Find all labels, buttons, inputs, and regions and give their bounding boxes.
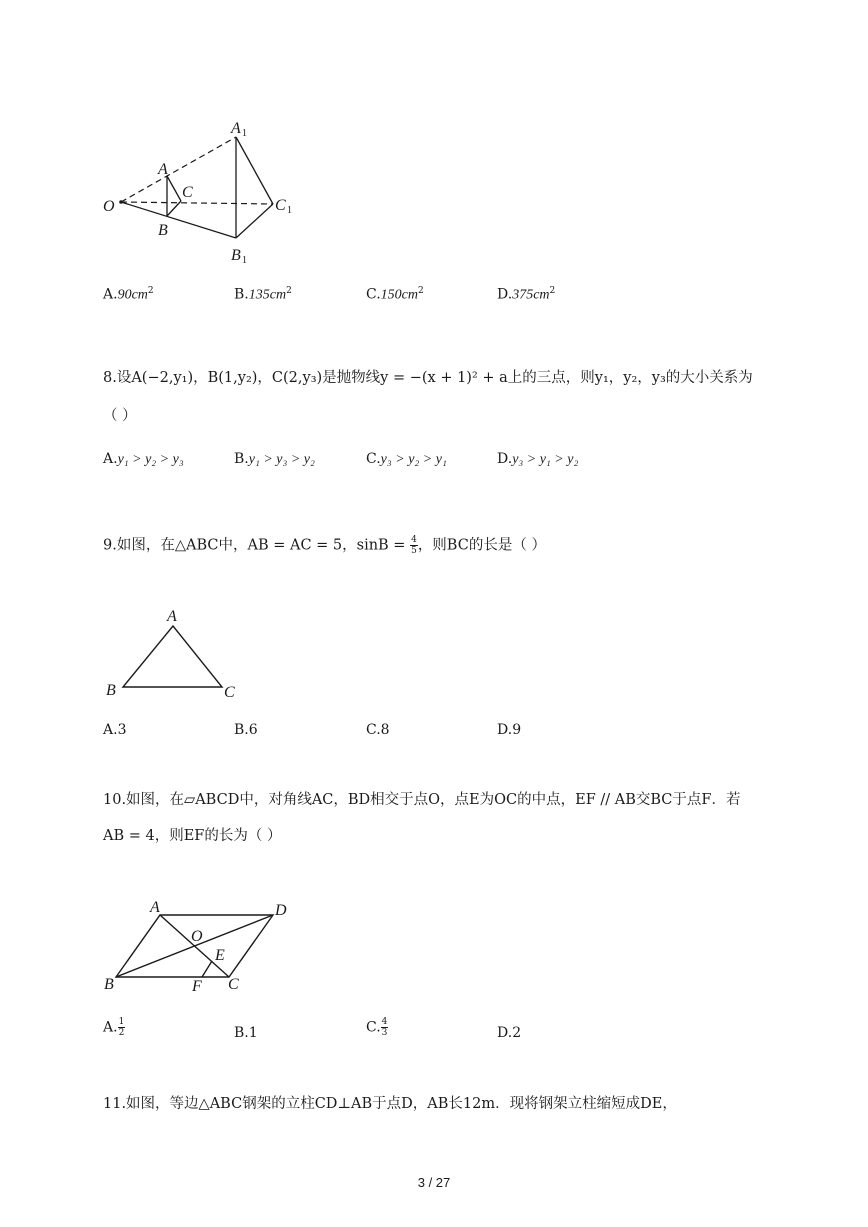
q8-option-d: D.y₃ > y₁ > y₂	[497, 451, 579, 467]
q7-option-b: $B.135cm^2$	[234, 286, 292, 303]
q10-stem-line1: 10.如图，在▱ABCD中，对角线AC，BD相交于点O，点E为OC的中点，EF // AB交BC于点F．若	[103, 792, 741, 808]
sinb-fraction: $\frac{4}{5}$	[411, 535, 417, 556]
q9-option-b: B.6	[234, 722, 258, 738]
q7-option-a: $A.90cm^2$	[103, 286, 154, 303]
q7-option-d: $D.375cm^2$	[497, 286, 556, 303]
svg-text:1: 1	[287, 205, 292, 216]
q8-answer-paren: （ ）	[103, 408, 137, 424]
label-c: C	[182, 184, 193, 201]
q10-option-c: $C.\frac{4}{3}$	[366, 1017, 388, 1038]
q7-option-c: $C.150cm^2$	[366, 286, 424, 303]
label-d: D	[275, 902, 287, 919]
q9-stem: 9.如图，在△ABC中，AB = AC = 5，$\sin B = \frac{4}{5}$，则BC的长是（ ）	[103, 535, 546, 556]
figure-parallelogram-abcd	[98, 893, 298, 995]
q10-option-b: B.1	[234, 1025, 258, 1041]
label-f: F	[192, 978, 202, 995]
q10-option-d: D.2	[497, 1025, 522, 1041]
figure-homothety-triangles	[95, 115, 310, 270]
svg-text:1: 1	[242, 128, 247, 139]
q8-stem: 8.设A(−2,y₁)，B(1,y₂)，C(2,y₃)是抛物线y = −(x + 1)² + a上的三点，则y₁，y₂，y₃的大小关系为	[103, 370, 753, 386]
q8-option-b: B.y₁ > y₃ > y₂	[234, 451, 315, 467]
label-b: B	[106, 682, 116, 699]
label-a: A	[150, 899, 160, 916]
label-c: C	[228, 976, 239, 993]
q8-option-c: C.y₃ > y₂ > y₁	[366, 451, 447, 467]
label-o: O	[191, 928, 203, 945]
q9-option-c: C.8	[366, 722, 390, 738]
q9-option-a: A.3	[103, 722, 127, 738]
label-c: C	[224, 684, 235, 701]
q10-stem-line2: AB = 4，则EF的长为（ ）	[103, 828, 282, 844]
q8-option-a: A.y₁ > y₂ > y₃	[103, 451, 184, 467]
q9-option-d: D.9	[497, 722, 522, 738]
label-b1: B	[231, 247, 241, 264]
label-a1: A	[231, 120, 241, 137]
page-number: 3 / 27	[417, 1175, 451, 1190]
label-b: B	[104, 976, 114, 993]
label-b: B	[158, 222, 168, 239]
svg-text:1: 1	[242, 255, 247, 266]
label-o: O	[103, 198, 115, 215]
figure-triangle-abc	[100, 605, 245, 705]
label-e: E	[215, 947, 225, 964]
label-c1: C	[275, 197, 286, 214]
label-a: A	[167, 608, 177, 625]
q10-option-a: $A.\frac{1}{2}$	[103, 1017, 125, 1038]
q11-stem-line1: 11.如图，等边△ABC钢架的立柱CD⊥AB于点D，AB长12m．现将钢架立柱缩短成DE，	[103, 1096, 677, 1112]
label-a: A	[158, 161, 168, 178]
